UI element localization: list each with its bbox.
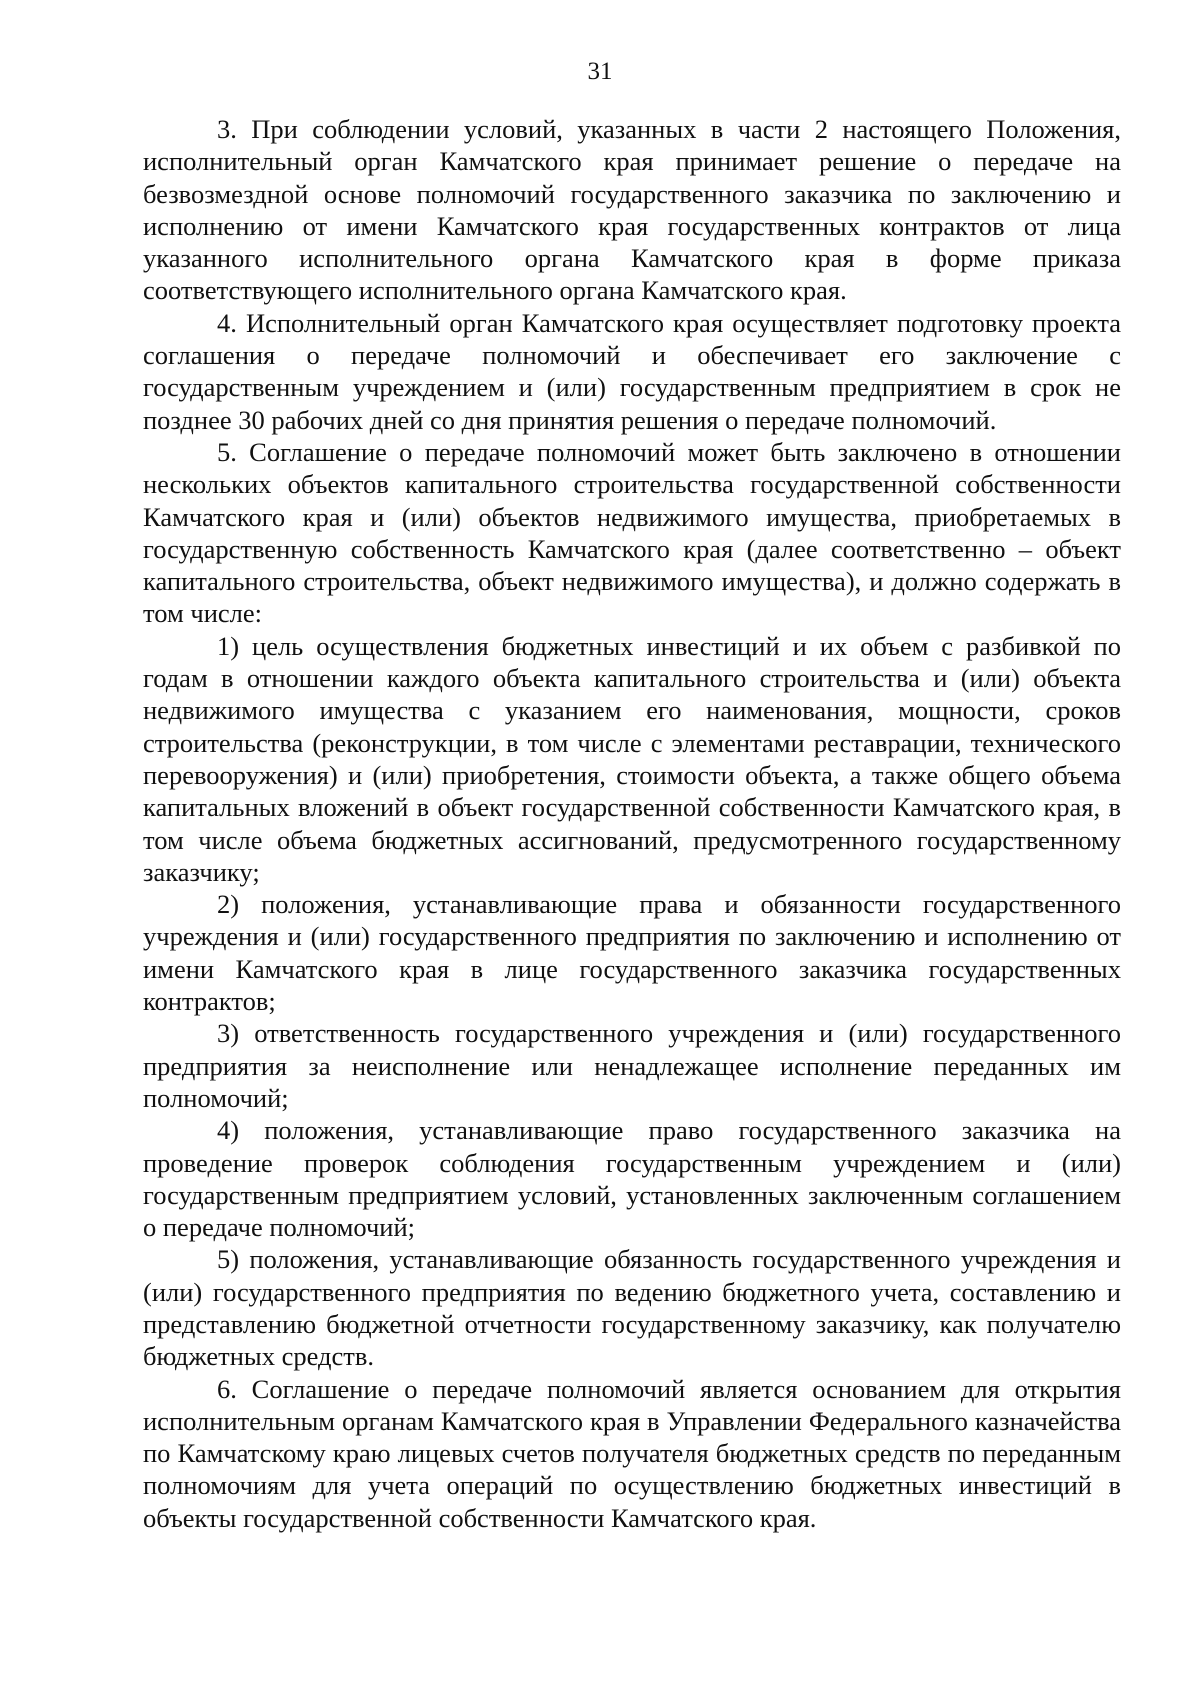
page-number: 31: [587, 58, 613, 85]
document-body: [143, 113, 1121, 1534]
paragraph-5-item-2: 2) положения, устанавливающие права и обязанности государственного учреждения и (или) государственного предприятия по заключению и исполнению от имени Камчатского края в лице государственного заказчика государственных контрактов;: [143, 889, 1121, 1017]
paragraph-5-item-3: 3) ответственность государственного учреждения и (или) государственного предприятия за неисполнение или ненадлежащее исполнение переданных им полномочий;: [143, 1018, 1121, 1113]
paragraph-5-item-4: 4) положения, устанавливающие право государственного заказчика на проведение проверок соблюдения государственным учреждением и (или) государственным предприятием условий, установленных заключенным соглашением о передаче полномочий;: [143, 1115, 1121, 1243]
paragraph-5-item-5: 5) положения, устанавливающие обязанность государственного учреждения и (или) государственного предприятия по ведению бюджетного учета, составлению и представлению бюджетной отчетности государственному заказчику, как получателю бюджетных средств.: [143, 1244, 1121, 1372]
paragraph-5-item-1: 1) цель осуществления бюджетных инвестиций и их объем с разбивкой по годам в отношении каждого объекта капитального строительства и (или) объекта недвижимого имущества с указанием его наименования, мощности, сроков строительства (реконструкции, в том числе с элементами реставрации, технического перевооружения) и (или) приобретения, стоимости объекта, а также общего объема капитальных вложений в объект государственной собственности Камчатского края, в том числе объема бюджетных ассигнований, предусмотренного государственному заказчику;: [143, 630, 1121, 887]
paragraph-5: 5. Соглашение о передаче полномочий может быть заключено в отношении нескольких объектов капитального строительства государственной собственности Камчатского края и (или) объектов недвижимого имущества, приобретаемых в государственную собственность Камчатского края (далее соответственно – объект капитального строительства, объект недвижимого имущества), и должно содержать в том числе:: [143, 436, 1121, 629]
paragraph-4: 4. Исполнительный орган Камчатского края осуществляет подготовку проекта соглашения о передаче полномочий и обеспечивает его заключение с государственным учреждением и (или) государственным предприятием в срок не позднее 30 рабочих дней со дня принятия решения о передаче полномочий.: [143, 307, 1121, 435]
paragraph-3: 3. При соблюдении условий, указанных в части 2 настоящего Положения, исполнительный орган Камчатского края принимает решение о передаче на безвозмездной основе полномочий государственного заказчика по заключению и исполнению от имени Камчатского края государственных контрактов от лица указанного исполнительного органа Камчатского края в форме приказа соответствующего исполнительного органа Камчатского края.: [143, 114, 1121, 306]
paragraph-6: 6. Соглашение о передаче полномочий является основанием для открытия исполнительным органам Камчатского края в Управлении Федерального казначейства по Камчатскому краю лицевых счетов получателя бюджетных средств по переданным полномочиям для учета операций по осуществлению бюджетных инвестиций в объекты государственной собственности Камчатского края.: [143, 1373, 1121, 1533]
